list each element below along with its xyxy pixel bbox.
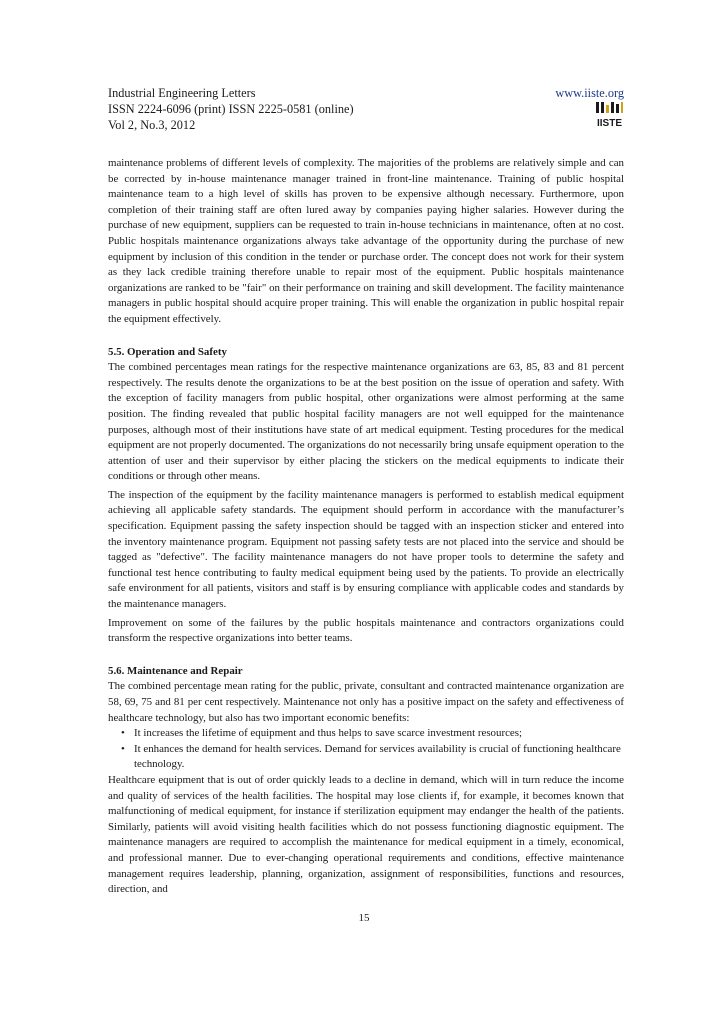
list-item-text: It enhances the demand for health services. Demand for services availability is crucial of functioning healthcare technology. <box>134 742 621 771</box>
iiste-logo-icon <box>595 101 624 129</box>
logo-lettering: IISTE <box>596 118 623 129</box>
list-item <box>108 726 624 742</box>
benefits-list <box>108 726 624 773</box>
journal-title: Industrial Engineering Letters <box>108 86 256 100</box>
bullet-icon: • <box>121 727 125 740</box>
journal-issn: ISSN 2224-6096 (print) ISSN 2225-0581 (online) <box>108 102 354 116</box>
bullet-icon: • <box>121 742 125 755</box>
paragraph-operation-ratings: The combined percentages mean ratings for the respective maintenance organizations are 63, 85, 83 and 81 percent respectively. The results denote the organizations to be at the best position on the issue of operation and safety. With the exception of facility managers from public hospital, other organizations were almost performing at the same position. The finding revealed that public hospital facility managers are not well equipped for the maintenance purposes, although most of their institutions have state of art medical equipment. Testing procedures for the medical equipment are not properly documented. The organizations do not necessarily bring unsafe equipment operation to the attention of user and their supervisor by either placing the stickers on the medical equipments to indicate their conditions or through other means. <box>108 361 624 483</box>
paragraph-inspection: The inspection of the equipment by the facility maintenance managers is performed to establish medical equipment achieving all applicable safety standards. The equipment should perform in accordance with the manufacturer’s specification. Equipment passing the safety inspection should be tagged with an inspection sticker and entered into the inventory maintenance program. Equipment not passing safety tests are not placed into the service and should be tagged as "defective". The facility maintenance managers do not have proper tools to determine the safety and functional test hence contributing to faulty medical equipment being used by the patients. To provide an electrically safe environment for all patients, visitors and staff is by ensuring compliance with applicable codes and standards by the maintenance managers. <box>108 488 624 611</box>
paragraph-equipment-out-of-order: Healthcare equipment that is out of order quickly leads to a decline in demand, which will in turn reduce the income and quality of services of the health facilities. The hospital may lose clients if, for example, it becomes known that malfunctioning of medical equipment, for instance if sterilization equipment may endanger the health of the patients. Similarly, patients will avoid visiting health facilities which do not possess functioning diagnostic equipment. The maintenance managers are required to accomplish the maintenance for medical equipment in a timely, economical, and professional manner. Due to ever-changing operational requirements and conditions, effective maintenance management requires leadership, planning, organization, assignment of responsibilities, functions and resources, direction, and <box>108 773 624 896</box>
section-spacer <box>108 647 624 664</box>
section-heading-maintenance-repair: 5.6. Maintenance and Repair <box>108 664 243 677</box>
paragraph-training: maintenance problems of different levels of complexity. The majorities of the problems are relatively simple and can be corrected by in-house maintenance manager trained in front-line maintenance. Training of public hospital maintenance team to a high level of skills has proven to be expensive although necessary. Furthermore, upon completion of their training staff are often lured away by companies paying higher salaries. However during the purchase of new equipment, suppliers can be requested to train in-house technicians in maintenance, often at no cost. Public hospitals maintenance organizations always take advantage of the opportunity during the purchase of new equipment by inclusion of this condition in the tender or purchase order. The concept does not work for their system as they lack credible training therefore unable to repair most of the equipment. Public hospitals maintenance organizations are ranked to be "fair" on their performance on training and skill development. The facility maintenance managers in public hospital should acquire proper training. This will enable the organization in public hospital repair the equipment effectively. <box>108 157 624 325</box>
section-spacer <box>108 328 624 345</box>
section-heading-operation-safety: 5.5. Operation and Safety <box>108 345 227 358</box>
journal-header <box>108 85 624 133</box>
article-body <box>108 156 624 898</box>
iiste-logo <box>595 101 624 129</box>
paragraph-maintenance-ratings: The combined percentage mean rating for the public, private, consultant and contracted maintenance organization are 58, 69, 75 and 81 per cent respectively. Maintenance not only has a positive impact on the safety and effectiveness of healthcare technology, but also has two important economic benefits: <box>108 680 624 724</box>
paragraph-improvement: Improvement on some of the failures by the public hospitals maintenance and contractors organizations could transform the respective organizations into better teams. <box>108 616 624 645</box>
list-item <box>108 742 624 773</box>
journal-volume: Vol 2, No.3, 2012 <box>108 118 196 132</box>
page-number: 15 <box>358 912 370 924</box>
list-item-text: It increases the lifetime of equipment and thus helps to save scarce investment resources; <box>134 727 523 740</box>
journal-url-link[interactable]: www.iiste.org <box>555 86 624 100</box>
